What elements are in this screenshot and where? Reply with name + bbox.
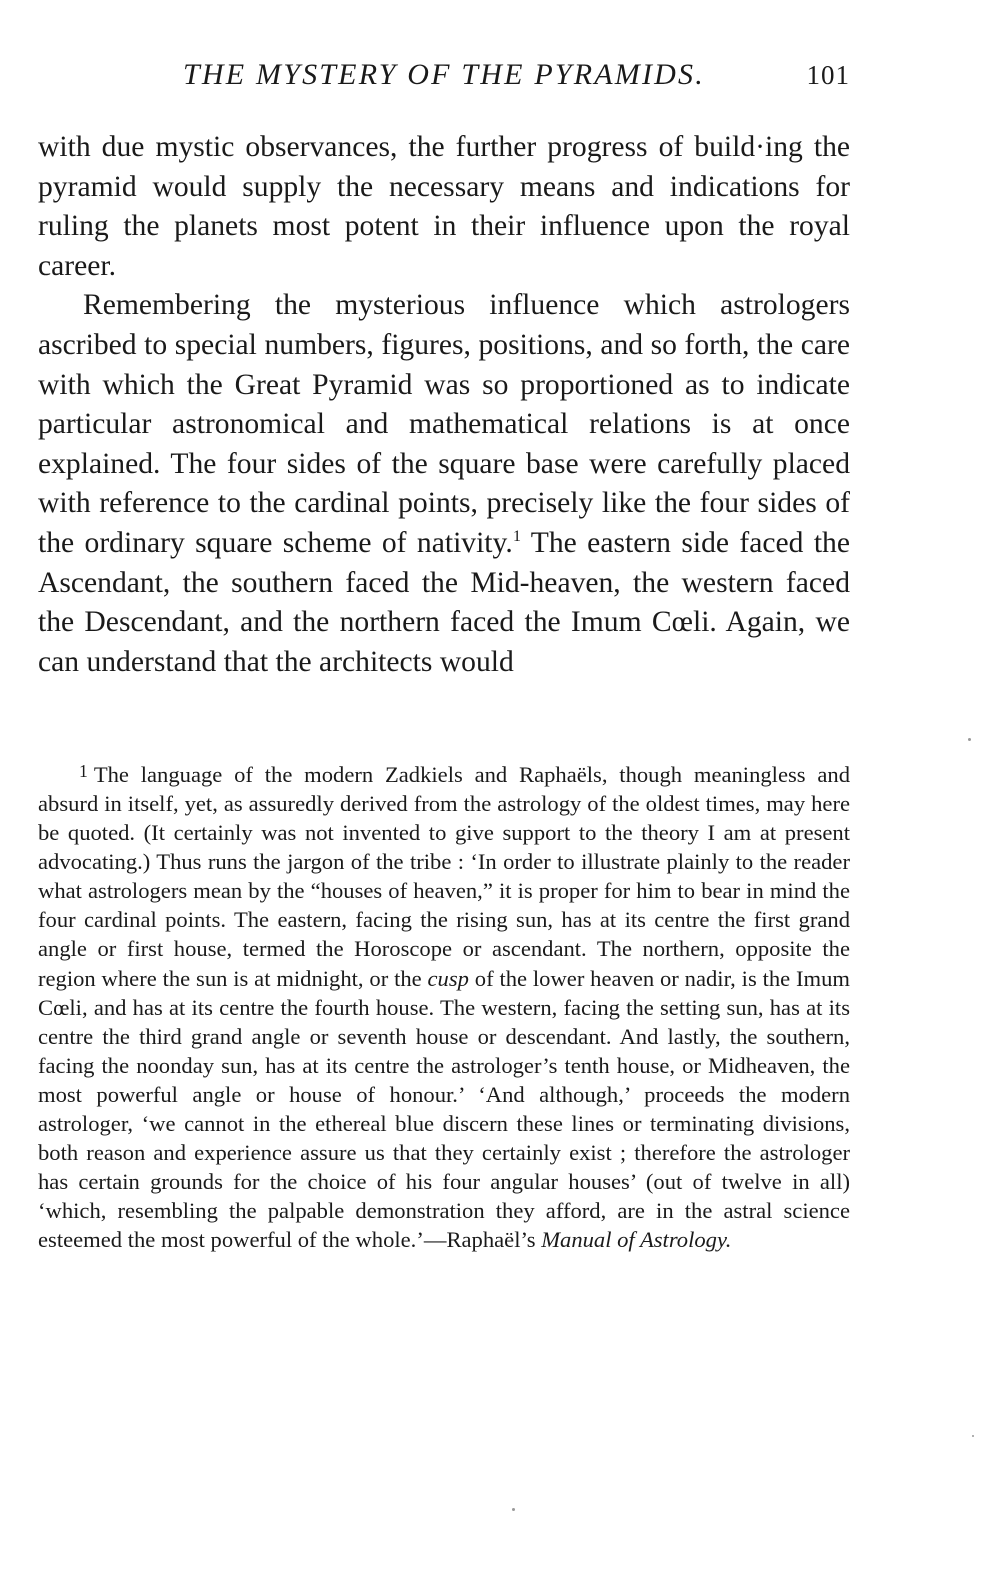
footnote-text-a: The language of the modern Zadkiels and Raphaëls, though meaningless and absurd in itself, yet, as assuredly derived from the astrology of the oldest times, may here be quoted. (It certainly was not invented to give support to the theory I am at present advocating.) Thus runs the jargon of the tribe : ‘In order to illustrate plainly to the reader what astrologers mean by the “houses of heaven,” it is proper for him to bear in mind the four cardinal points. The eastern, facing the rising sun, has at its centre the first grand angle or first house, termed the Horoscope or ascendant. The northern, opposite the region where the sun is at midnight, or the [38, 761, 850, 991]
footnote-marker: 1 [79, 761, 88, 781]
footnote-1 [38, 757, 850, 1255]
running-title: THE MYSTERY OF THE PYRAMIDS. [183, 58, 705, 91]
paragraph-2-text-a: Remembering the mysterious influence which astrologers ascribed to special numbers, figures, positions, and so forth, the care with which the Great Pyramid was so proportioned as to indicate particular astronomical and mathematical relations is at once explained. The four sides of the square base were carefully placed with reference to the cardinal points, precisely like the four sides of the ordinary square scheme of nativity. [38, 289, 850, 559]
body-text [38, 128, 850, 682]
footnote-source-title: Manual of Astrology. [541, 1227, 732, 1253]
running-head [38, 58, 850, 102]
paragraph-2-text-b: The eastern side faced the Ascendant, the southern faced the Mid-heaven, the western faced the Descendant, and the northern faced the Imum Cœli. Again, we can understand that the architects would [38, 526, 850, 678]
footnote-reference: 1 [512, 526, 521, 546]
scan-speck [968, 738, 971, 741]
scan-speck [972, 1435, 974, 1437]
paragraph-1: with due mystic observances, the further progress of build·ing the pyramid would supply the necessary means and indications for ruling the planets most potent in their influence upon the royal career. [38, 131, 850, 282]
paragraph-2 [38, 286, 850, 682]
scan-speck [512, 1508, 515, 1511]
footnote-italic-cusp: cusp [427, 965, 469, 991]
footnote-text-b: of the lower heaven or nadir, is the Imum Cœli, and has at its centre the fourth house. The western, facing the setting sun, has at its centre the third grand angle or seventh house or descendant. And lastly, the southern, facing the noonday sun, has at its centre the astrologer’s tenth house, or Midheaven, the most powerful angle or house of honour.’ ‘And although,’ proceeds the modern astrologer, ‘we cannot in the ethereal blue discern these lines or terminating divisions, both reason and experience assure us that they certainly exist ; therefore the astrologer has certain grounds for the choice of his four angular houses’ (out of twelve in all) ‘which, resembling the palpable demonstration they afford, are in the astral science esteemed the most powerful of the whole.’—Raphaël’s [38, 965, 851, 1253]
footnotes [38, 757, 850, 1255]
page-number: 101 [806, 60, 850, 90]
